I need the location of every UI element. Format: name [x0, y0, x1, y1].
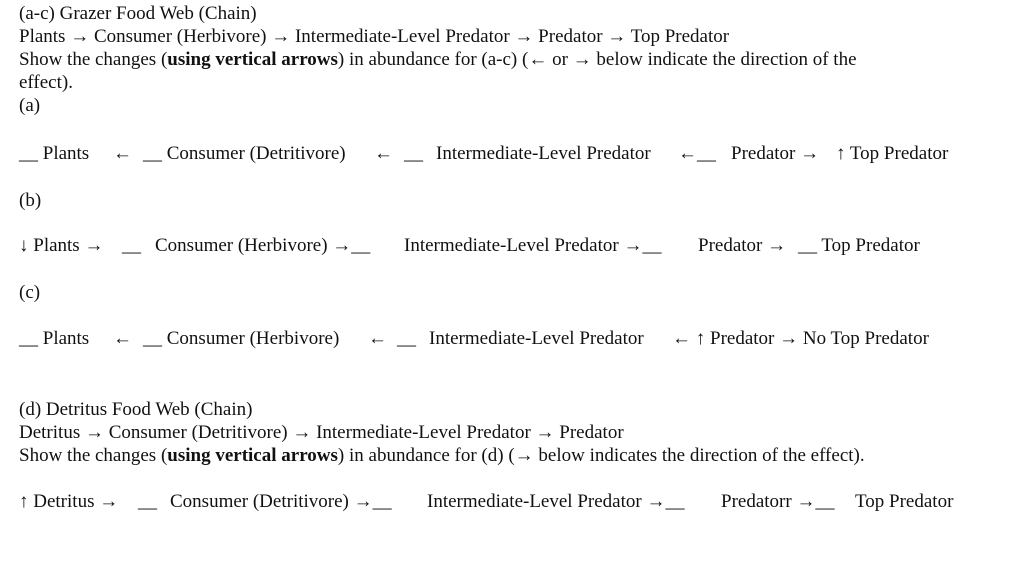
grazer-instruction-bold: using vertical arrows [167, 49, 338, 70]
part-d-consumer: Consumer (Detritivore) →__ [170, 491, 392, 512]
detritus-instruction [19, 444, 865, 467]
part-c-consumer: __ Consumer (Herbivore) [143, 328, 340, 349]
part-d-detritus: ↑ Detritus → [19, 491, 119, 512]
part-a-intermediate-predator: Intermediate-Level Predator [436, 143, 651, 164]
detritus-instruction-pre: Show the changes ( [19, 445, 168, 466]
grazer-instruction-post: ) in abundance for (a-c) (← or → below indicate the direction of the [337, 49, 857, 70]
part-c-intermediate-predator: Intermediate-Level Predator [429, 328, 644, 349]
grazer-instruction [19, 48, 857, 71]
part-b-predator: Predator → [698, 235, 787, 256]
part-b-intermediate-predator: Intermediate-Level Predator →__ [404, 235, 662, 256]
part-c-label: (c) [19, 282, 41, 303]
part-c-plants: __ Plants [19, 328, 90, 349]
grazer-chain: Plants → Consumer (Herbivore) → Intermediate-Level Predator → Predator → Top Predator [19, 26, 730, 47]
part-d-intermediate-predator: Intermediate-Level Predator →__ [427, 491, 685, 512]
part-d-blank: __ [138, 491, 157, 512]
part-a-arrow-blank: ←__ [678, 143, 716, 164]
detritus-instruction-bold: using vertical arrows [167, 445, 338, 466]
part-c-arrow: ← [113, 328, 132, 349]
part-a-plants: __ Plants [19, 143, 90, 164]
grazer-section-title: (a-c) Grazer Food Web (Chain) [19, 3, 257, 24]
part-a-label: (a) [19, 95, 41, 116]
part-d-top-predator: Top Predator [855, 491, 954, 512]
grazer-instruction-continued: effect). [19, 72, 73, 93]
part-c-arrow: ← [368, 328, 387, 349]
part-b-blank: __ [122, 235, 141, 256]
part-c-blank: __ [397, 328, 416, 349]
part-a-top-predator: ↑ Top Predator [836, 143, 949, 164]
part-a-blank: __ [404, 143, 423, 164]
detritus-instruction-post: ) in abundance for (d) (→ below indicates the direction of the effect). [337, 445, 865, 466]
part-b-top-predator: __ Top Predator [798, 235, 920, 256]
detritus-section-title: (d) Detritus Food Web (Chain) [19, 399, 253, 420]
part-a-predator: Predator → [731, 143, 820, 164]
part-a-consumer: __ Consumer (Detritivore) [143, 143, 346, 164]
grazer-instruction-pre: Show the changes ( [19, 49, 168, 70]
part-a-arrow: ← [113, 143, 132, 164]
part-b-plants: ↓ Plants → [19, 235, 104, 256]
part-b-label: (b) [19, 190, 42, 211]
part-c-predator: ← ↑ Predator → No Top Predator [672, 328, 929, 349]
detritus-chain: Detritus → Consumer (Detritivore) → Intermediate-Level Predator → Predator [19, 422, 624, 443]
part-a-arrow: ← [374, 143, 393, 164]
part-d-predator: Predatorr →__ [721, 491, 835, 512]
part-b-consumer: Consumer (Herbivore) →__ [155, 235, 371, 256]
